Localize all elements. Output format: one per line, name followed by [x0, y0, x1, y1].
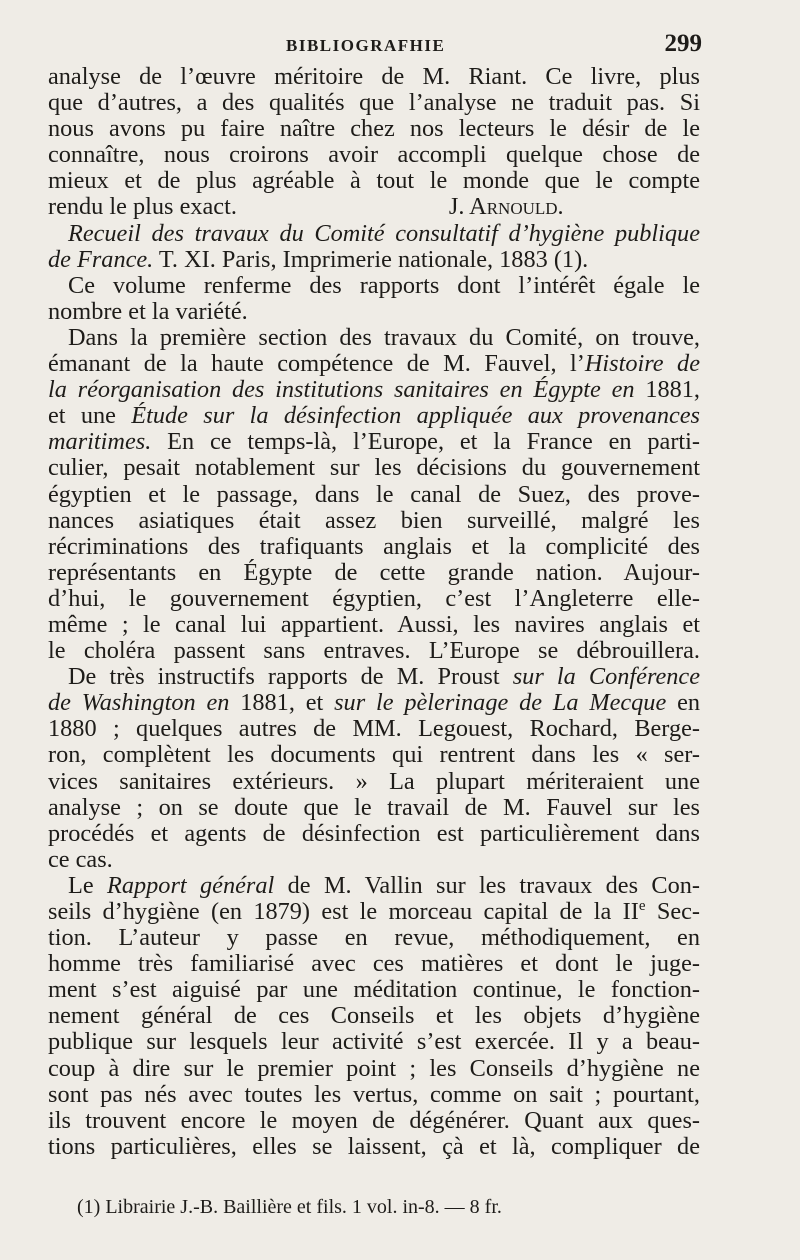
text-segment: procédés et agents de désinfection est particulièrement dans	[48, 819, 700, 847]
text-line	[48, 638, 700, 664]
text-line	[48, 899, 700, 925]
body-text	[48, 64, 700, 1160]
text-line	[48, 873, 700, 899]
text-line	[48, 142, 700, 168]
text-line	[48, 1082, 700, 1108]
italic-text: Étude sur la désinfection appliquée aux provenances	[131, 402, 701, 430]
superscript: e	[638, 897, 646, 914]
text-line	[48, 534, 700, 560]
text-line	[48, 1134, 700, 1160]
text-segment: 1880 ; quelques autres de MM. Legouest, Rochard, Berge-	[48, 715, 700, 743]
text-line	[48, 716, 700, 742]
text-line	[48, 429, 700, 455]
text-line	[48, 116, 700, 142]
italic-text: Histoire de	[584, 350, 700, 378]
text-segment: même ; le canal lui appartient. Aussi, les navires anglais et	[48, 610, 700, 638]
text-segment: que d’autres, a des qualités que l’analyse ne traduit pas. Si	[48, 89, 700, 117]
text-line	[48, 64, 700, 90]
text-segment: le choléra passent sans entraves. L’Europe se débrouillera.	[48, 637, 700, 665]
text-segment: connaître, nous croirons avoir accompli quelque chose de	[48, 141, 700, 169]
text-segment: égyptien et le passage, dans le canal de Suez, des prove-	[48, 480, 700, 508]
text-segment: nous avons pu faire naître chez nos lecteurs le désir de le	[48, 115, 700, 143]
text-line	[48, 1003, 700, 1029]
text-line	[48, 977, 700, 1003]
text-segment: Sec-	[645, 898, 700, 925]
text-line	[48, 377, 700, 403]
running-head: BIBLIOGRAFHIE	[286, 36, 446, 55]
text-segment: ment s’est aiguisé par une méditation continue, le fonction-	[48, 976, 700, 1004]
text-line	[48, 847, 700, 873]
italic-text: sur le pèlerinage de La Mecque	[334, 689, 667, 717]
text-segment: récriminations des trafiquants anglais et la complicité des	[48, 532, 700, 560]
text-segment: culier, pesait notablement sur les décisions du gouvernement	[48, 454, 700, 482]
italic-text: sur la Conférence	[512, 663, 700, 691]
text-line	[48, 664, 700, 690]
text-segment: émanant de la haute compétence de M. Fauvel, l’	[48, 350, 585, 378]
text-line	[48, 221, 700, 247]
text-segment: 1881,	[634, 376, 700, 404]
text-line	[48, 247, 700, 273]
text-line	[48, 90, 700, 116]
text-segment: coup à dire sur le premier point ; les Conseils d’hygiène ne	[48, 1054, 700, 1082]
text-segment: et une	[48, 402, 132, 430]
text-segment: ils trouvent encore le moyen de dégénérer. Quant aux ques-	[48, 1106, 700, 1134]
text-line	[48, 455, 700, 481]
italic-text: de Washington en	[48, 689, 230, 717]
text-segment: 1881, et	[229, 689, 335, 717]
text-segment: seils d’hygiène (en 1879) est le morceau capital de la II	[48, 898, 639, 925]
text-line	[48, 508, 700, 534]
text-segment: d’hui, le gouvernement égyptien, c’est l’Angleterre elle-	[48, 584, 700, 612]
text-line	[48, 1056, 700, 1082]
page-header	[48, 30, 702, 64]
footnote: (1) Librairie J.-B. Baillière et fils. 1 vol. in-8. — 8 fr.	[77, 1196, 502, 1218]
text-segment: mieux et de plus agréable à tout le monde que le compte	[48, 167, 700, 195]
text-line	[48, 351, 700, 377]
text-segment: Dans la première section des travaux du Comité, on trouve,	[68, 323, 700, 351]
text-line	[48, 1029, 700, 1055]
text-line	[48, 560, 700, 586]
text-segment: de M. Vallin sur les travaux des Con-	[274, 871, 701, 899]
text-segment: publique sur lesquels leur activité s’est exercée. Il y a beau-	[48, 1028, 700, 1056]
page-number: 299	[664, 30, 702, 57]
text-segment: En ce temps-là, l’Europe, et la France en parti-	[151, 428, 700, 456]
text-segment: tions particulières, elles se laissent, çà et là, compliquer de	[48, 1132, 700, 1160]
italic-text: maritimes.	[48, 428, 152, 456]
italic-text: Rapport général	[107, 871, 275, 899]
text-segment: tion. L’auteur y passe en revue, méthodiquement, en	[48, 924, 700, 952]
text-line	[48, 821, 700, 847]
text-segment: nement général de ces Conseils et les objets d’hygiène	[48, 1002, 700, 1030]
text-line	[48, 769, 700, 795]
author-signature: J. Arnould.	[448, 193, 564, 221]
italic-text: Recueil des travaux du Comité consultatif d’hygiène publique	[68, 219, 700, 247]
text-line	[48, 299, 700, 325]
text-line	[48, 403, 700, 429]
text-segment: ron, complètent les documents qui rentrent dans les « ser-	[48, 741, 700, 769]
text-line	[48, 194, 700, 220]
text-segment: rendu le plus exact.	[48, 193, 237, 221]
text-line	[48, 273, 700, 299]
text-line	[48, 168, 700, 194]
text-line	[48, 1108, 700, 1134]
text-segment: ce cas.	[48, 845, 113, 873]
text-line	[48, 325, 700, 351]
text-segment: homme très familiarisé avec ces matières et dont le juge-	[48, 950, 700, 978]
text-line	[48, 742, 700, 768]
text-segment: analyse de l’œuvre méritoire de M. Riant. Ce livre, plus	[48, 63, 700, 90]
text-segment: analyse ; on se doute que le travail de M. Fauvel sur les	[48, 793, 700, 821]
italic-text: la réorganisation des institutions sanitaires en Égypte en	[48, 376, 635, 404]
text-segment: représentants en Égypte de cette grande nation. Aujour-	[48, 558, 700, 586]
text-segment: Ce volume renferme des rapports dont l’intérêt égale le	[68, 271, 700, 299]
text-line	[48, 690, 700, 716]
text-line	[48, 586, 700, 612]
text-line	[48, 482, 700, 508]
text-segment: Le	[68, 871, 108, 899]
text-line	[48, 795, 700, 821]
text-segment: nombre et la variété.	[48, 297, 248, 325]
text-segment: sont pas nés avec toutes les vertus, comme on sait ; pourtant,	[48, 1080, 700, 1108]
text-line	[48, 612, 700, 638]
text-segment: vices sanitaires extérieurs. » La plupart mériteraient une	[48, 767, 700, 795]
text-segment: nances asiatiques était assez bien surveillé, malgré les	[48, 506, 700, 534]
text-line	[48, 951, 700, 977]
italic-text: de France.	[48, 245, 154, 273]
text-line	[48, 925, 700, 951]
text-segment: De très instructifs rapports de M. Proust	[68, 663, 513, 691]
text-segment: en	[666, 689, 700, 717]
text-segment: T. XI. Paris, Imprimerie nationale, 1883 (1).	[153, 245, 589, 273]
